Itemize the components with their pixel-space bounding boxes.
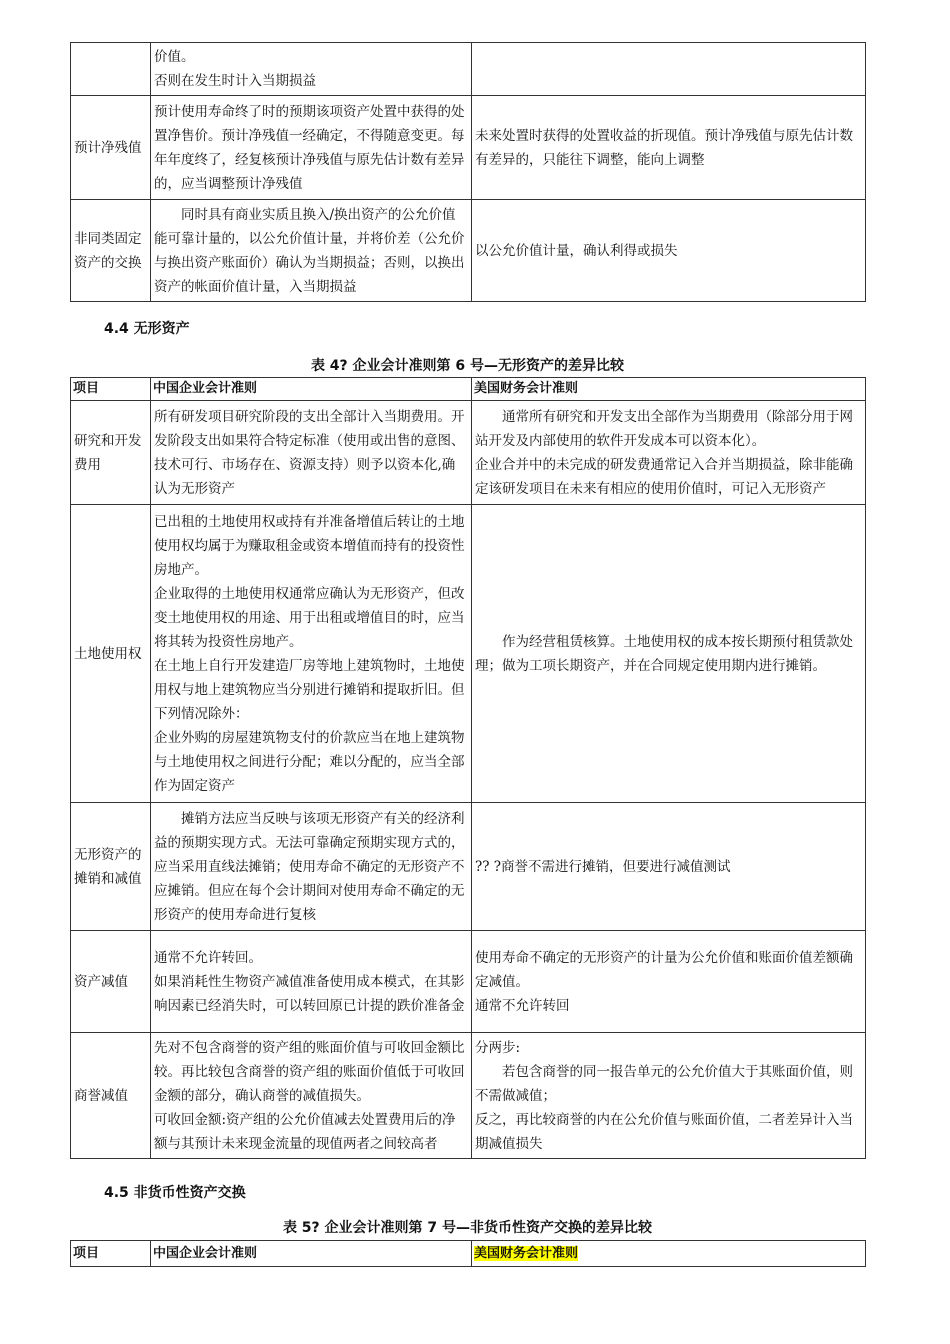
header-item: 项目 (71, 1241, 151, 1267)
row-label: 无形资产的摊销和减值 (71, 803, 151, 931)
cn-text: 企业外购的房屋建筑物支付的价款应当在地上建筑物与土地使用权之间进行分配；难以分配的，应当全部作为固定资产 (154, 729, 465, 794)
us-cell (472, 43, 866, 96)
header-cn: 中国企业会计准则 (151, 378, 472, 401)
row-label: 土地使用权 (71, 505, 151, 803)
us-text: 作为经营租赁核算。土地使用权的成本按长期预付租赁款处理；做为工项长期资产，并在合同规定使用期内进行摊销。 (475, 633, 853, 674)
us-cell (472, 200, 866, 302)
table-row (71, 505, 866, 803)
row-label: 研究和开发费用 (71, 401, 151, 505)
row-label: 预计净残值 (71, 96, 151, 200)
table-4-caption: 表 4? 企业会计准则第 6 号—无形资产的差异比较 (310, 358, 625, 374)
cn-cell (151, 401, 472, 505)
cn-text: 同时具有商业实质且换入/换出资产的公允价值能可靠计量的，以公允价值计量，并将价差（公允价与换出资产账面价）确认为当期损益；否则，以换出资产的帐面价值计量，入当期损益 (154, 206, 465, 295)
header-cn: 中国企业会计准则 (151, 1241, 472, 1267)
table-5-nonmonetary-exchange (70, 1240, 866, 1267)
header-us: 美国财务会计准则 (472, 378, 866, 401)
header-us (472, 1241, 866, 1267)
cn-text: 否则在发生时计入当期损益 (154, 73, 316, 89)
row-label: 商誉减值 (71, 1033, 151, 1159)
section-heading-4-4: 4.4 无形资产 (104, 321, 190, 337)
cn-cell (151, 505, 472, 803)
us-text: 未来处置时获得的处置收益的折现值。预计净残值与原先估计数有差异的，只能往下调整，能向上调整 (475, 127, 853, 168)
us-cell (472, 505, 866, 803)
table-row (71, 401, 866, 505)
us-text: 通常不允许转回 (475, 997, 570, 1014)
section-heading-4-5: 4.5 非货币性资产交换 (104, 1185, 246, 1201)
cn-cell (151, 43, 472, 96)
cn-cell (151, 803, 472, 931)
us-cell (472, 96, 866, 200)
table-row (71, 200, 866, 302)
table-4-intangible-assets (70, 377, 866, 1159)
us-text: ?? ?商誉不需进行摊销，但要进行减值测试 (475, 858, 731, 875)
cn-text: 预计使用寿命终了时的预期该项资产处置中获得的处置净售价。预计净残值一经确定，不得随意变更。每年年度终了，经复核预计净残值与原先估计数有差异的，应当调整预计净残值 (154, 103, 465, 192)
highlighted-header-us: 美国财务会计准则 (474, 1245, 579, 1261)
us-text: 分两步: (475, 1039, 521, 1056)
cn-text: 企业取得的土地使用权通常应确认为无形资产，但改变土地使用权的用途、用于出租或增值目的时，应当将其转为投资性房地产。 (154, 585, 465, 650)
row-label: 非同类固定资产的交换 (71, 200, 151, 302)
us-cell (472, 931, 866, 1033)
table-row (71, 43, 866, 96)
cn-text: 可收回金额:资产组的公允价值减去处置费用后的净额与其预计未来现金流量的现值两者之间较高者 (154, 1111, 456, 1152)
table-header-row (71, 1241, 866, 1267)
cn-text: 在土地上自行开发建造厂房等地上建筑物时，土地使用权与地上建筑物应当分别进行摊销和提取折旧。但下列情况除外： (154, 657, 465, 722)
cn-cell (151, 931, 472, 1033)
us-text: 若包含商誉的同一报告单元的公允价值大于其账面价值，则不需做减值； (475, 1063, 853, 1104)
table-fixed-assets-continued (70, 42, 866, 302)
us-text: 通常所有研究和开发支出全部作为当期费用（除部分用于网站开发及内部使用的软件开发成本可以资本化）。 (475, 408, 853, 449)
cn-cell (151, 200, 472, 302)
cn-text: 已出租的土地使用权或持有并准备增值后转让的土地使用权均属于为赚取租金或资本增值而持有的投资性房地产。 (154, 513, 465, 578)
cn-text: 通常不允许转回。 (154, 949, 262, 966)
cn-text: 所有研发项目研究阶段的支出全部计入当期费用。开发阶段支出如果符合特定标准（使用或出售的意图、技术可行、市场存在、资源支持）则予以资本化,确认为无形资产 (154, 408, 465, 497)
cn-text: 摊销方法应当反映与该项无形资产有关的经济利益的预期实现方式。无法可靠确定预期实现方式的，应当采用直线法摊销；使用寿命不确定的无形资产不应摊销。但应在每个会计期间对使用寿命不确定的无形资产的使用寿命进行复核 (154, 810, 465, 923)
header-item: 项目 (71, 378, 151, 401)
table-header-row (71, 378, 866, 401)
table-5-caption: 表 5? 企业会计准则第 7 号—非货币性资产交换的差异比较 (282, 1220, 653, 1236)
us-text: 企业合并中的未完成的研发费通常记入合并当期损益，除非能确定该研发项目在未来有相应的使用价值时，可记入无形资产 (475, 456, 853, 497)
us-text: 反之，再比较商誉的内在公允价值与账面价值，二者差异计入当期减值损失 (475, 1111, 853, 1152)
table-row (71, 931, 866, 1033)
cn-cell (151, 1033, 472, 1159)
cn-text: 先对不包含商誉的资产组的账面价值与可收回金额比较。再比较包含商誉的资产组的账面价值低于可收回金额的部分，确认商誉的减值损失。 (154, 1039, 465, 1104)
table-row (71, 96, 866, 200)
cn-text: 价值。 (154, 49, 195, 65)
table-row (71, 1033, 866, 1159)
cn-cell (151, 96, 472, 200)
us-cell (472, 1033, 866, 1159)
row-label (71, 43, 151, 96)
cn-text: 如果消耗性生物资产减值准备使用成本模式，在其影响因素已经消失时，可以转回原已计提的跌价准备金 (154, 973, 465, 1014)
table-row (71, 803, 866, 931)
us-cell (472, 401, 866, 505)
us-text: 使用寿命不确定的无形资产的计量为公允价值和账面价值差额确定减值。 (475, 949, 853, 990)
row-label: 资产减值 (71, 931, 151, 1033)
us-cell (472, 803, 866, 931)
us-text: 以公允价值计量，确认利得或损失 (475, 242, 678, 259)
